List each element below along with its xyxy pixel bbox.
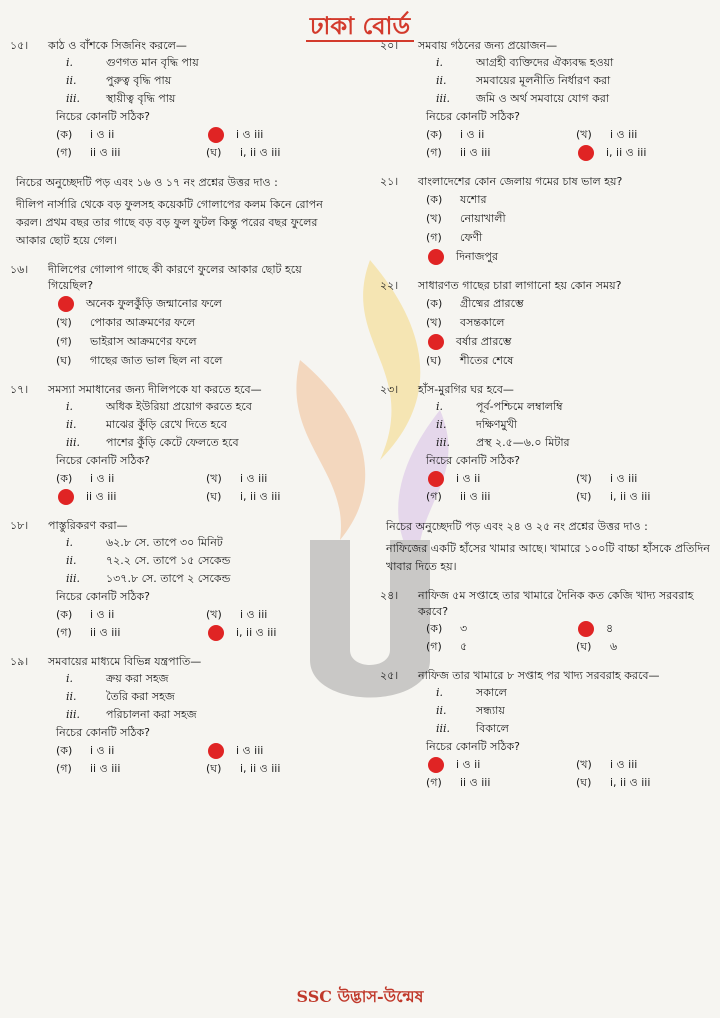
option-text: গাছের জাত ভাল ছিল না বলে [90,354,223,367]
option-label: (গ) [56,626,72,639]
question [10,518,350,642]
statement [436,684,720,702]
stimulus-text: দীলিপ নার্সারি থেকে বড় ফুলসহ কয়েকটি গোলাপের কলম কিনে রোপন করল। প্রথম বছর তার গাছে বড় বড় ফুল ফুটল কিন্তু পরের বছর ফুলের আকার ছোট হয়ে গেল। [16,198,323,247]
left-column [10,38,350,790]
question-text: হাঁস-মুরগির ঘর হবে— [418,383,514,396]
option-text: নোয়াখালী [460,212,506,225]
statement-numeral: i. [436,56,444,69]
answer-mark-icon [428,249,444,265]
statement-numeral: i. [66,56,74,69]
statement-numeral: iii. [436,92,451,105]
statement [436,720,720,738]
question [380,588,720,656]
option-label: (ক) [56,472,73,485]
option[interactable] [206,624,356,642]
question-number: ১৭। [10,383,29,396]
question-text: সমস্যা সমাধানের জন্য দীলিপকে যা করতে হবে— [48,383,262,396]
statement-numeral: ii. [436,418,447,431]
statement [436,72,720,90]
statement [436,434,720,452]
option-label: (গ) [56,762,72,775]
question-line [10,262,350,294]
statement-text: পূর্ব-পশ্চিমে লম্বালম্বি [476,400,563,413]
option[interactable] [576,144,720,162]
option-label: (খ) [426,316,442,329]
question-text: সমবায় গঠনের জন্য প্রয়োজন— [418,39,558,52]
option-label: (ক) [426,622,443,635]
option[interactable] [426,228,720,247]
statement-text: ৭২.২ সে. তাপে ১৫ সেকেন্ড [106,554,231,567]
question-number: ১৯। [10,655,29,668]
statement [66,72,350,90]
statement [66,552,350,570]
choose-prompt: নিচের কোনটি সঠিক? [426,454,520,467]
option-label: (ক) [56,744,73,757]
statement-text: ৬২.৮ সে. তাপে ৩০ মিনিট [106,536,223,549]
option-text: ii ও iii [460,490,491,503]
option-label: (খ) [576,128,592,141]
option[interactable] [576,488,720,506]
question [380,278,720,370]
option-text: ii ও iii [90,762,121,775]
option-text: যশোর [460,193,487,206]
option[interactable] [56,488,206,506]
statement-text: ১৩৭.৮ সে. তাপে ২ সেকেন্ড [106,572,231,585]
option[interactable] [56,313,350,332]
question-number: ২০। [380,39,399,52]
option-label: (ঘ) [206,762,222,775]
option[interactable] [576,774,720,792]
choose-prompt: নিচের কোনটি সঠিক? [56,454,150,467]
statement-numeral: ii. [66,74,77,87]
option-text: i ও iii [236,744,264,757]
question-text: নাফিজ তার খামারে ৮ সপ্তাহ পর খাদ্য সরবরাহ করবে— [418,669,660,682]
question-text: দীলিপের গোলাপ গাছে কী কারণে ফুলের আকার ছোট হয়ে গিয়েছিল? [48,263,302,292]
option[interactable] [206,126,356,144]
option-text: i, ii ও iii [610,490,651,503]
answer-mark-icon [58,489,74,505]
question-number: ১৬। [10,263,29,276]
statement-numeral: i. [436,400,444,413]
option-label: (গ) [426,640,442,653]
statement [66,670,350,688]
option-text: i, ii ও iii [240,762,281,775]
statement-text: আগ্রহী ব্যক্তিদের ঐক্যবদ্ধ হওয়া [476,56,614,69]
option-label: (ক) [56,128,73,141]
options [56,126,350,162]
option[interactable] [56,470,206,488]
answer-mark-icon [578,621,594,637]
stimulus-text: নাফিজের একটি হাঁসের খামার আছে। খামারে ১০০টি বাচ্চা হাঁসকে প্রতিদিন খাবার দিতে হয়। [386,542,710,573]
option[interactable] [206,144,356,162]
option-label: (খ) [56,316,72,329]
option-text: i ও ii [456,472,481,485]
option[interactable] [56,760,206,778]
options [56,606,350,642]
statement [66,90,350,108]
statement [66,570,350,588]
option-label: (গ) [426,776,442,789]
stimulus-block [16,174,350,250]
question-text: কাঠ ও বাঁশকে সিজনিং করলে— [48,39,187,52]
option-text: ফেণী [460,231,483,244]
option-label: (ক) [426,193,443,206]
option[interactable] [426,247,720,266]
statement [66,416,350,434]
option-label: (গ) [426,231,442,244]
option-text: i ও iii [610,128,638,141]
options [426,294,720,370]
question-line [10,382,350,398]
option-text: i ও iii [236,128,264,141]
option-label: (খ) [576,472,592,485]
options [56,294,350,370]
question-line [10,38,350,54]
statement-text: সন্ধ্যায় [476,704,505,717]
answer-mark-icon [428,471,444,487]
option[interactable] [426,332,720,351]
question-text: সমবায়ের মাধ্যমে বিভিন্ন যন্ত্রপাতি— [48,655,202,668]
question [10,38,350,162]
option-label: (ঘ) [206,490,222,503]
choose-prompt: নিচের কোনটি সঠিক? [426,110,520,123]
options [426,190,720,266]
statement-numeral: iii. [436,722,451,735]
answer-mark-icon [208,625,224,641]
stimulus-lead: নিচের অনুচ্ছেদটি পড় এবং ১৬ ও ১৭ নং প্রশ্নের উত্তর দাও : [16,176,278,189]
question-line [380,382,720,398]
option-text: দিনাজপুর [456,250,499,263]
option[interactable] [426,126,576,144]
option[interactable] [206,760,356,778]
options [426,756,720,792]
statement-text: সমবায়ের মূলনীতি নির্ধারণ করা [476,74,611,87]
statement [436,416,720,434]
option-text: i, ii ও iii [610,776,651,789]
option[interactable] [426,190,720,209]
option-text: পোকার আক্রমণের ফলে [90,316,195,329]
statement-text: পুরুত্ব বৃদ্ধি পায় [106,74,172,87]
statement-numeral: i. [66,536,74,549]
choose-prompt: নিচের কোনটি সঠিক? [56,726,150,739]
question [380,668,720,792]
question-text: নাফিজ ৫ম সপ্তাহে তার খামারে দৈনিক কত কেজি খাদ্য সরবরাহ করবে? [418,589,694,618]
statement-numeral: ii. [66,690,77,703]
option-label: (গ) [56,146,72,159]
option-text: ii ও iii [460,146,491,159]
statement-numeral: ii. [436,704,447,717]
question-line [380,38,720,54]
option-text: i ও ii [90,128,115,141]
option-text: i, ii ও iii [240,490,281,503]
statement-text: ক্রয় করা সহজ [106,672,169,685]
statement-text: তৈরি করা সহজ [106,690,175,703]
question [10,654,350,778]
option[interactable] [426,144,576,162]
statement-text: বিকালে [476,722,509,735]
answer-mark-icon [58,296,74,312]
statement-text: সকালে [476,686,507,699]
option-text: i ও ii [90,608,115,621]
option-label: (ক) [56,608,73,621]
question-text: বাংলাদেশের কোন জেলায় গমের চাষ ভাল হয়? [418,175,623,188]
option-text: i ও ii [456,758,481,771]
option-label: (খ) [576,758,592,771]
statement-numeral: iii. [436,436,451,449]
statement-numeral: ii. [436,74,447,87]
option-text: i ও iii [240,472,268,485]
choose-prompt: নিচের কোনটি সঠিক? [56,590,150,603]
statement [66,688,350,706]
answer-mark-icon [578,145,594,161]
option[interactable] [576,638,720,656]
option[interactable] [56,144,206,162]
options [56,742,350,778]
statement-text: জমি ও অর্থ সমবায়ে যোগ করা [476,92,610,105]
option-label: (গ) [426,490,442,503]
option-label: (ক) [426,297,443,310]
option[interactable] [576,620,720,638]
option[interactable] [56,294,350,313]
option-text: ii ও iii [90,626,121,639]
question-number: ১৫। [10,39,29,52]
statement-text: অধিক ইউরিয়া প্রয়োগ করতে হবে [106,400,252,413]
question-number: ২১। [380,175,399,188]
option[interactable] [576,126,720,144]
question [380,382,720,506]
option-text: ৪ [606,622,614,635]
answer-mark-icon [428,334,444,350]
option-text: ৬ [610,640,618,653]
option-text: গ্রীষ্মের প্রারম্ভে [460,297,524,310]
option[interactable] [426,774,576,792]
statement-text: পাশের কুঁড়ি কেটে ফেলতে হবে [106,436,239,449]
board-title: ঢাকা বোর্ড [0,8,720,48]
statement-text: দক্ষিণমুখী [476,418,517,431]
option-text: অনেক ফুলকুঁড়ি জন্মানোর ফলে [86,297,222,310]
question [10,262,350,370]
question-number: ২৪। [380,589,399,602]
option[interactable] [56,126,206,144]
option[interactable] [206,488,356,506]
answer-mark-icon [428,757,444,773]
statement-numeral: ii. [66,554,77,567]
question-line [380,668,720,684]
question-number: ২৫। [380,669,399,682]
choose-prompt: নিচের কোনটি সঠিক? [56,110,150,123]
option[interactable] [576,756,720,774]
statement-numeral: i. [436,686,444,699]
option-text: বসন্তকালে [460,316,505,329]
option-label: (ঘ) [426,354,442,367]
question-number: ২৩। [380,383,399,396]
question-text: পাস্তুরিকরণ করা— [48,519,128,532]
option-text: ভাইরাস আক্রমণের ফলে [90,335,197,348]
option-label: (ঘ) [576,490,592,503]
question [10,382,350,506]
statement-numeral: iii. [66,572,81,585]
question-line [10,518,350,534]
statement [66,434,350,452]
option-text: ৫ [460,640,468,653]
question-line [10,654,350,670]
option-label: (ঘ) [576,640,592,653]
option-text: শীতের শেষে [460,354,514,367]
question [380,38,720,162]
question-text: সাধারণত গাছের চারা লাগানো হয় কোন সময়? [418,279,622,292]
question-number: ২২। [380,279,399,292]
option[interactable] [426,638,576,656]
option[interactable] [206,606,356,624]
options [56,470,350,506]
option-text: বর্ষার প্রারম্ভে [456,335,512,348]
answer-mark-icon [208,127,224,143]
option[interactable] [56,332,350,351]
statement [66,398,350,416]
option-label: (ঘ) [576,776,592,789]
option-text: i ও ii [90,472,115,485]
statement [436,90,720,108]
option-label: (ক) [426,128,443,141]
statement-numeral: i. [66,672,74,685]
stimulus-block [386,518,720,576]
statement-numeral: iii. [66,708,81,721]
option-label: (খ) [426,212,442,225]
question [380,174,720,266]
choose-prompt: নিচের কোনটি সঠিক? [426,740,520,753]
option[interactable] [56,624,206,642]
option[interactable] [426,313,720,332]
statement-text: পরিচালনা করা সহজ [106,708,197,721]
answer-mark-icon [208,743,224,759]
statement-numeral: iii. [66,436,81,449]
option-label: (গ) [56,335,72,348]
option[interactable] [426,351,720,370]
option-label: (খ) [206,608,222,621]
option-text: i ও ii [460,128,485,141]
option[interactable] [426,488,576,506]
statement-text: স্থায়ীত্ব বৃদ্ধি পায় [106,92,176,105]
option[interactable] [426,470,576,488]
right-column [380,38,720,804]
statement-text: মাঝের কুঁড়ি রেখে দিতে হবে [106,418,227,431]
footer-brand: SSC উদ্ভাস-উন্মেষ [296,987,424,1006]
option-text: ii ও iii [90,146,121,159]
option[interactable] [206,742,356,760]
statement [436,398,720,416]
statement-text: গুণগত মান বৃদ্ধি পায় [106,56,199,69]
option[interactable] [426,756,576,774]
options [426,620,720,656]
question-line [380,174,720,190]
option-text: ii ও iii [86,490,117,503]
option[interactable] [426,209,720,228]
option-text: i ও ii [90,744,115,757]
statement [66,54,350,72]
option-text: i ও iii [610,472,638,485]
option[interactable] [426,620,576,638]
statement-numeral: iii. [66,92,81,105]
statement-numeral: ii. [66,418,77,431]
statement [66,706,350,724]
option-text: i, ii ও iii [240,146,281,159]
option-text: ৩ [460,622,468,635]
statement-numeral: i. [66,400,74,413]
statement [436,54,720,72]
option-text: i, ii ও iii [236,626,277,639]
options [426,126,720,162]
option[interactable] [426,294,720,313]
question-line [380,278,720,294]
option-text: ii ও iii [460,776,491,789]
option-label: (খ) [206,472,222,485]
option[interactable] [206,470,356,488]
statement [66,534,350,552]
statement [436,702,720,720]
option[interactable] [56,351,350,370]
option-label: (ঘ) [56,354,72,367]
option-text: i, ii ও iii [606,146,647,159]
option[interactable] [56,606,206,624]
question-number: ১৮। [10,519,29,532]
option-text: i ও iii [610,758,638,771]
option-label: (ঘ) [206,146,222,159]
question-line [380,588,720,620]
options [426,470,720,506]
statement-text: প্রস্থ ২.৫—৬.০ মিটার [476,436,570,449]
stimulus-lead: নিচের অনুচ্ছেদটি পড় এবং ২৪ ও ২৫ নং প্রশ্নের উত্তর দাও : [386,520,648,533]
option[interactable] [576,470,720,488]
option-text: i ও iii [240,608,268,621]
option-label: (গ) [426,146,442,159]
option[interactable] [56,742,206,760]
